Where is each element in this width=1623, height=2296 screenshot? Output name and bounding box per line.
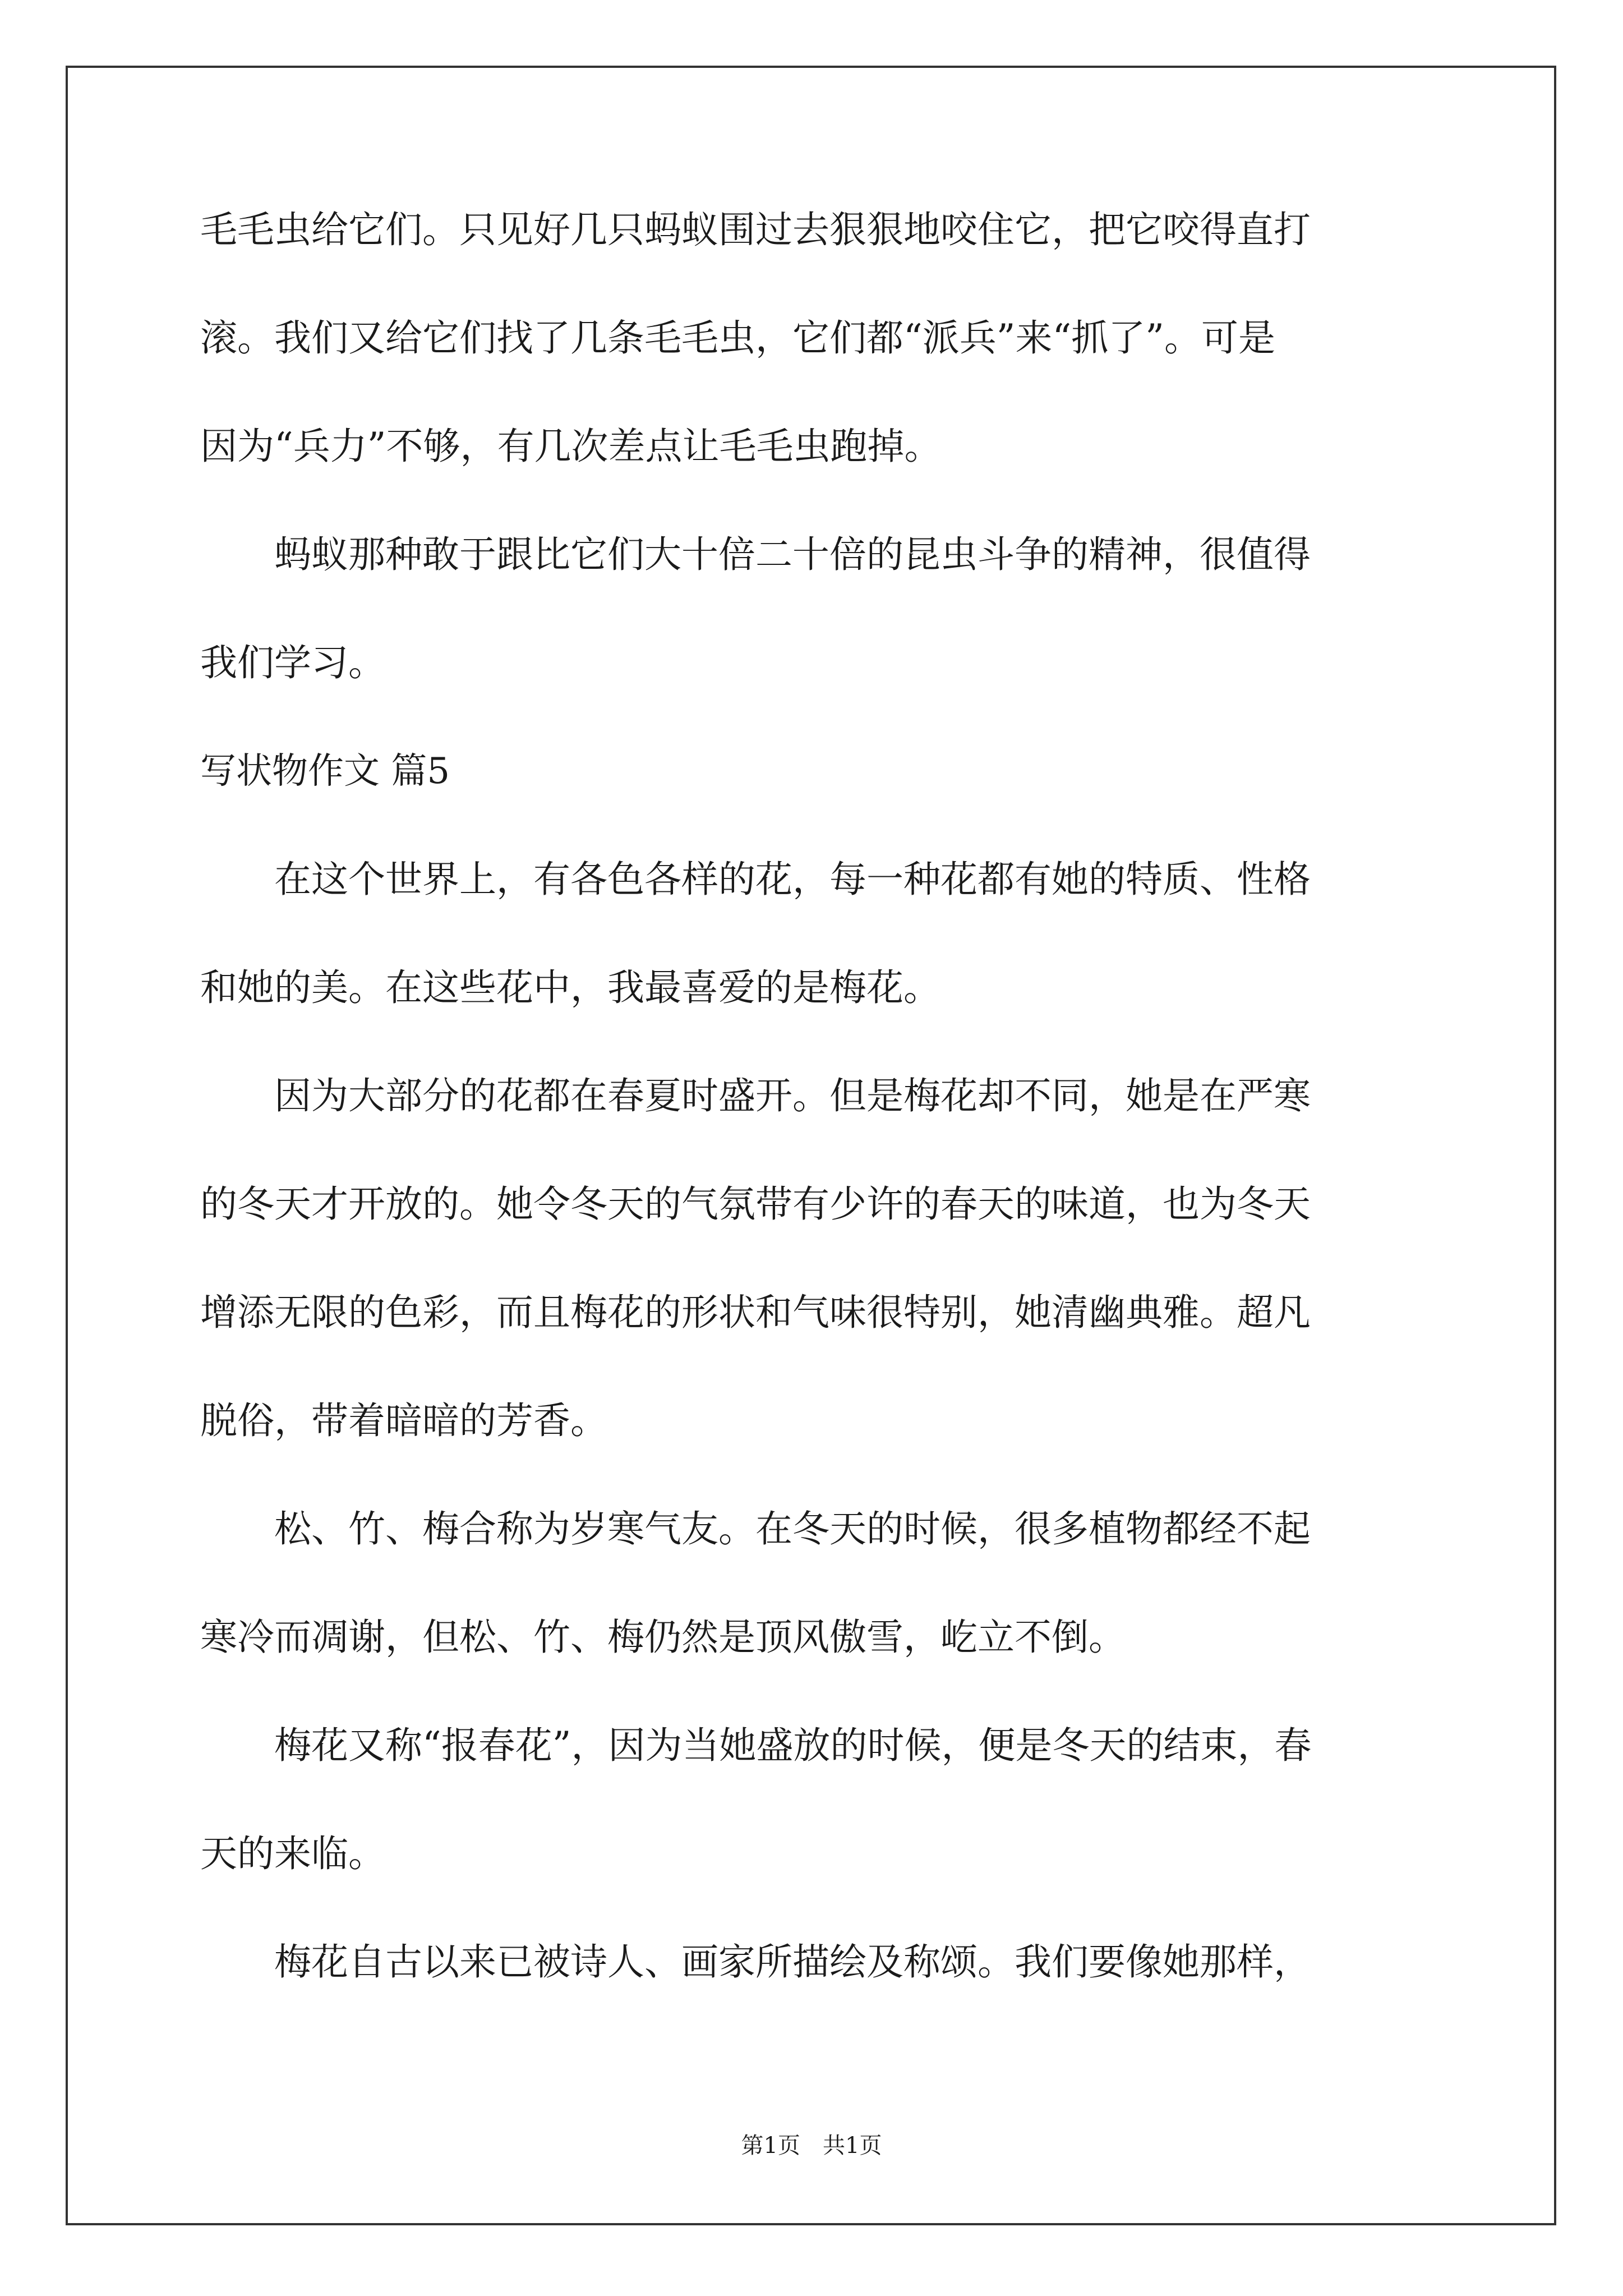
text-line: 因为“兵力”不够，有几次差点让毛毛虫跑掉。 [200,425,942,468]
text-line: 因为大部分的花都在春夏时盛开。但是梅花却不同，她是在严寒 [200,1074,1311,1117]
text-line: 增添无限的色彩，而且梅花的形状和气味很特别，她清幽典雅。超凡 [200,1291,1311,1334]
text-line: 松、竹、梅合称为岁寒气友。在冬天的时候，很多植物都经不起 [200,1507,1311,1550]
text-line: 梅花自古以来已被诗人、画家所描绘及称颂。我们要像她那样， [200,1940,1311,1984]
text-line: 梅花又称“报春花”，因为当她盛放的时候，便是冬天的结束，春 [200,1724,1312,1767]
text-line: 和她的美。在这些花中，我最喜爱的是梅花。 [200,966,940,1009]
text-line: 的冬天才开放的。她令冬天的气氛带有少许的春天的味道，也为冬天 [200,1182,1311,1226]
text-line: 寒冷而凋谢，但松、竹、梅仍然是顶风傲雪，屹立不倒。 [200,1616,1126,1659]
text-line: 脱俗，带着暗暗的芳香。 [200,1399,607,1442]
text-line: 在这个世界上，有各色各样的花，每一种花都有她的特质、性格 [200,858,1311,901]
text-line: 我们学习。 [200,641,385,684]
text-line: 毛毛虫给它们。只见好几只蚂蚁围过去狠狠地咬住它，把它咬得直打 [200,208,1311,251]
section-heading: 写状物作文 篇5 [200,751,450,792]
text-line: 滚。我们又给它们找了几条毛毛虫，它们都“派兵”来“抓了”。可是 [200,316,1275,360]
text-line: 天的来临。 [200,1832,385,1875]
page-footer: 第1页 共1页 [741,2133,882,2159]
text-line: 蚂蚁那种敢于跟比它们大十倍二十倍的昆虫斗争的精神，很值得 [200,533,1311,576]
page-border [66,66,1556,2225]
